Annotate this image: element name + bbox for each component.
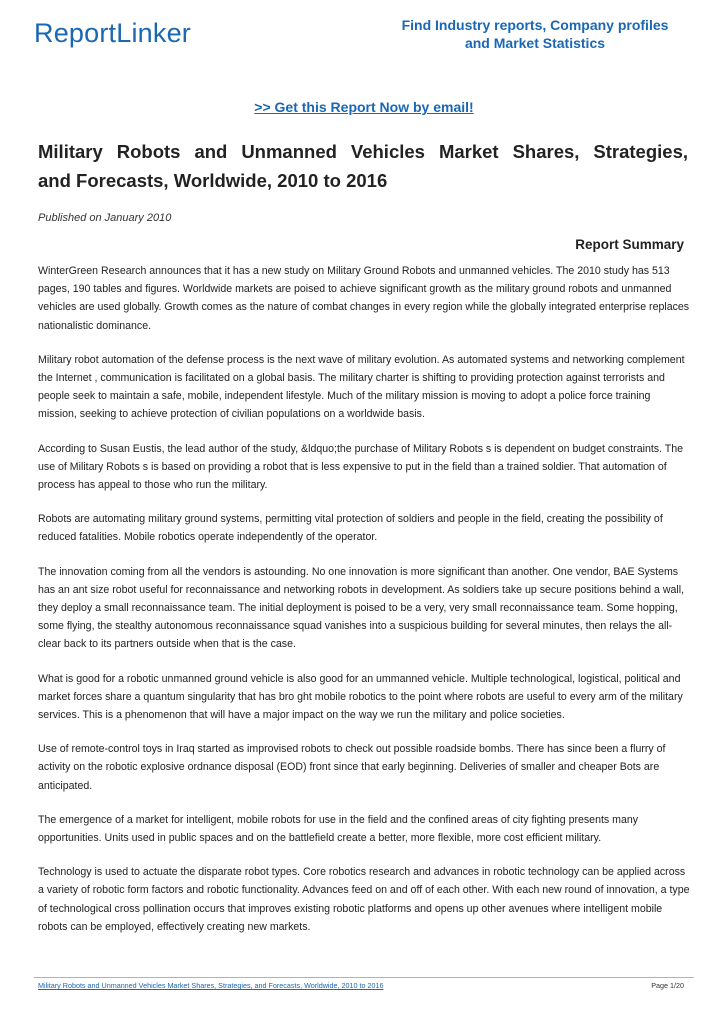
site-tagline <box>375 16 695 52</box>
footer-divider <box>34 977 694 978</box>
summary-paragraph: Military robot automation of the defense process is the next wave of military evolution. As automated systems and networking complement the Internet , communication is facilitated on a global basis. The military charter is shifting to providing protection against terrorists and people seek to maintain a safe, mobile, independent lifestyle. Much of the military mission is moving to adopt a police force training mission, seeking to achieve protection of civilian populations on a worldwide basis. <box>38 353 685 421</box>
reportlinker-logo[interactable]: ReportLinker <box>34 18 191 48</box>
tagline-line-2: and Market Statistics <box>464 35 606 51</box>
summary-paragraph: Robots are automating military ground systems, permitting vital protection of soldiers and people in the field, creating the possibility of reduced fatalities. Mobile robotics operate independently of the operator. <box>38 513 663 544</box>
summary-paragraph: The innovation coming from all the vendors is astounding. No one innovation is more significant than another. One vendor, BAE Systems has an ant size robot useful for reconnaissance and networking robots in development. As soldiers take up secure positions behind a wall, they deploy a small reconnaissance team. The initial deployment is poised to be a very, very small reconnaissance team. Some hopping, some flying, the stealthy autonomous reconnaissance squad vanishes into a suspicious building for several minutes, then relays the all-clear back to its partners outside when that is the case. <box>38 565 685 651</box>
get-report-link[interactable]: >> Get this Report Now by email! <box>254 99 474 115</box>
summary-paragraph: According to Susan Eustis, the lead author of the study, &ldquo;the purchase of Military Robots s is dependent on budget constraints. The use of Military Robots s is based on providing a robot that is less expensive to put in the field than a trained soldier. That automation of process has appeal to those who run the military. <box>38 442 684 492</box>
summary-paragraph: The emergence of a market for intelligent, mobile robots for use in the field and the confined areas of city fighting presents many opportunities. Units used in public spaces and on the battlefield create a better, more flexible, more cost efficient military. <box>38 813 639 845</box>
report-summary-heading: Report Summary <box>575 237 684 252</box>
report-title-line-2: and Forecasts, Worldwide, 2010 to 2016 <box>38 170 388 191</box>
report-summary-body <box>38 262 690 952</box>
summary-paragraph: WinterGreen Research announces that it has a new study on Military Ground Robots and unmanned vehicles. The 2010 study has 513 pages, 190 tables and figures. Worldwide markets are poised to achieve significant growth as the military ground robots and unmanned vehicles are used globally. Growth comes as the nature of combat changes in every region while the globally integrated enterprise replaces nationalistic dominance. <box>38 265 690 332</box>
published-date: Published on January 2010 <box>38 212 172 224</box>
summary-paragraph: Use of remote-control toys in Iraq started as improvised robots to check out possible roadside bombs. There has since been a flurry of activity on the robotic explosive ordnance disposal (EOD) front since that early beginning. Deliveries of smaller and cheaper Bots are anticipated. <box>38 743 666 792</box>
tagline-line-1: Find Industry reports, Company profiles <box>401 17 669 33</box>
footer-report-link[interactable]: Military Robots and Unmanned Vehicles Market Shares, Strategies, and Forecasts, Worldwide, 2010 to 2016 <box>38 981 384 990</box>
page-number: Page 1/20 <box>651 981 684 990</box>
summary-paragraph: Technology is used to actuate the disparate robot types. Core robotics research and advances in robotic technology can be applied across a variety of robotic form factors and robotic functionality. Advances feed on and off of each other. With each new round of innovation, a type of technological cross pollination occurs that improves existing robotic platforms and opens up other avenues where intelligent mobile robots can be employed, effectively creating new markets. <box>38 866 690 933</box>
report-title-line-1: Military Robots and Unmanned Vehicles Market Shares, Strategies, <box>38 141 688 162</box>
report-title <box>38 137 688 195</box>
summary-paragraph: What is good for a robotic unmanned ground vehicle is also good for an ummanned vehicle. Multiple technological, logistical, political and market forces share a quantum singularity that has bro ght mobile robotics to the point where robots are useful to every arm of the military services. This is a phenomenon that will have a major impact on the way we run the military and police societies. <box>38 672 683 722</box>
